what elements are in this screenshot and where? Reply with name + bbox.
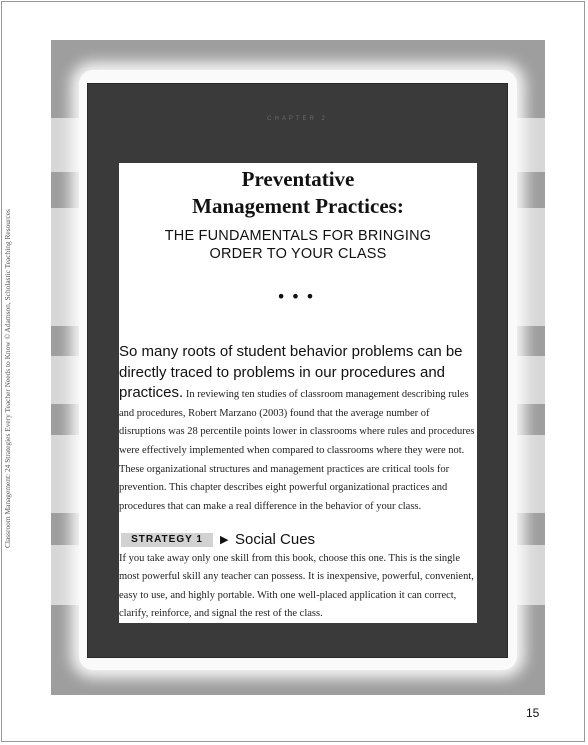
content-page bbox=[119, 163, 477, 623]
strategy-badge: STRATEGY 1 bbox=[121, 533, 213, 547]
page-number: 15 bbox=[526, 706, 540, 720]
subtitle-line-1: THE FUNDAMENTALS FOR BRINGING bbox=[164, 228, 432, 244]
triangle-right-icon: ▶ bbox=[220, 533, 229, 546]
intro-paragraph bbox=[119, 343, 477, 516]
subtitle-line-2: ORDER TO YOUR CLASS bbox=[209, 246, 387, 262]
strategy-heading bbox=[119, 531, 477, 551]
side-credit-text: Classroom Management: 24 Strategies Every Teacher Needs to Know © Adamson, Scholastic Teaching Resources bbox=[3, 209, 12, 548]
title-line-1: Preventative bbox=[241, 167, 355, 191]
section-divider: ••• bbox=[276, 287, 320, 306]
chapter-label: CHAPTER 2 bbox=[267, 116, 328, 122]
intro-lead: So many roots of student behavior problems can be directly traced to problems in our procedures and practices. bbox=[119, 343, 463, 402]
intro-body: In reviewing ten studies of classroom management describing rules and procedures, Robert Marzano (2003) found that the average number of disruptions was 28 percentile points lower in classrooms where rules and procedures were effectively implemented when compared to classrooms where they were not. These organizational structures and management practices are critical tools for prevention. This chapter describes eight powerful organizational practices and procedures that can make a real difference in the behavior of your class. bbox=[119, 389, 475, 512]
strategy-body: If you take away only one skill from this book, choose this one. This is the single most powerful skill any teacher can possess. It is inexpensive, powerful, convenient, easy to use, and highly portable. With one well-placed application it can correct, clarify, reinforce, and signal the rest of the class. bbox=[119, 553, 474, 620]
strategy-title: Social Cues bbox=[235, 531, 316, 548]
chapter-subtitle bbox=[119, 227, 477, 263]
chapter-title bbox=[119, 166, 477, 220]
title-line-2: Management Practices: bbox=[192, 194, 404, 218]
